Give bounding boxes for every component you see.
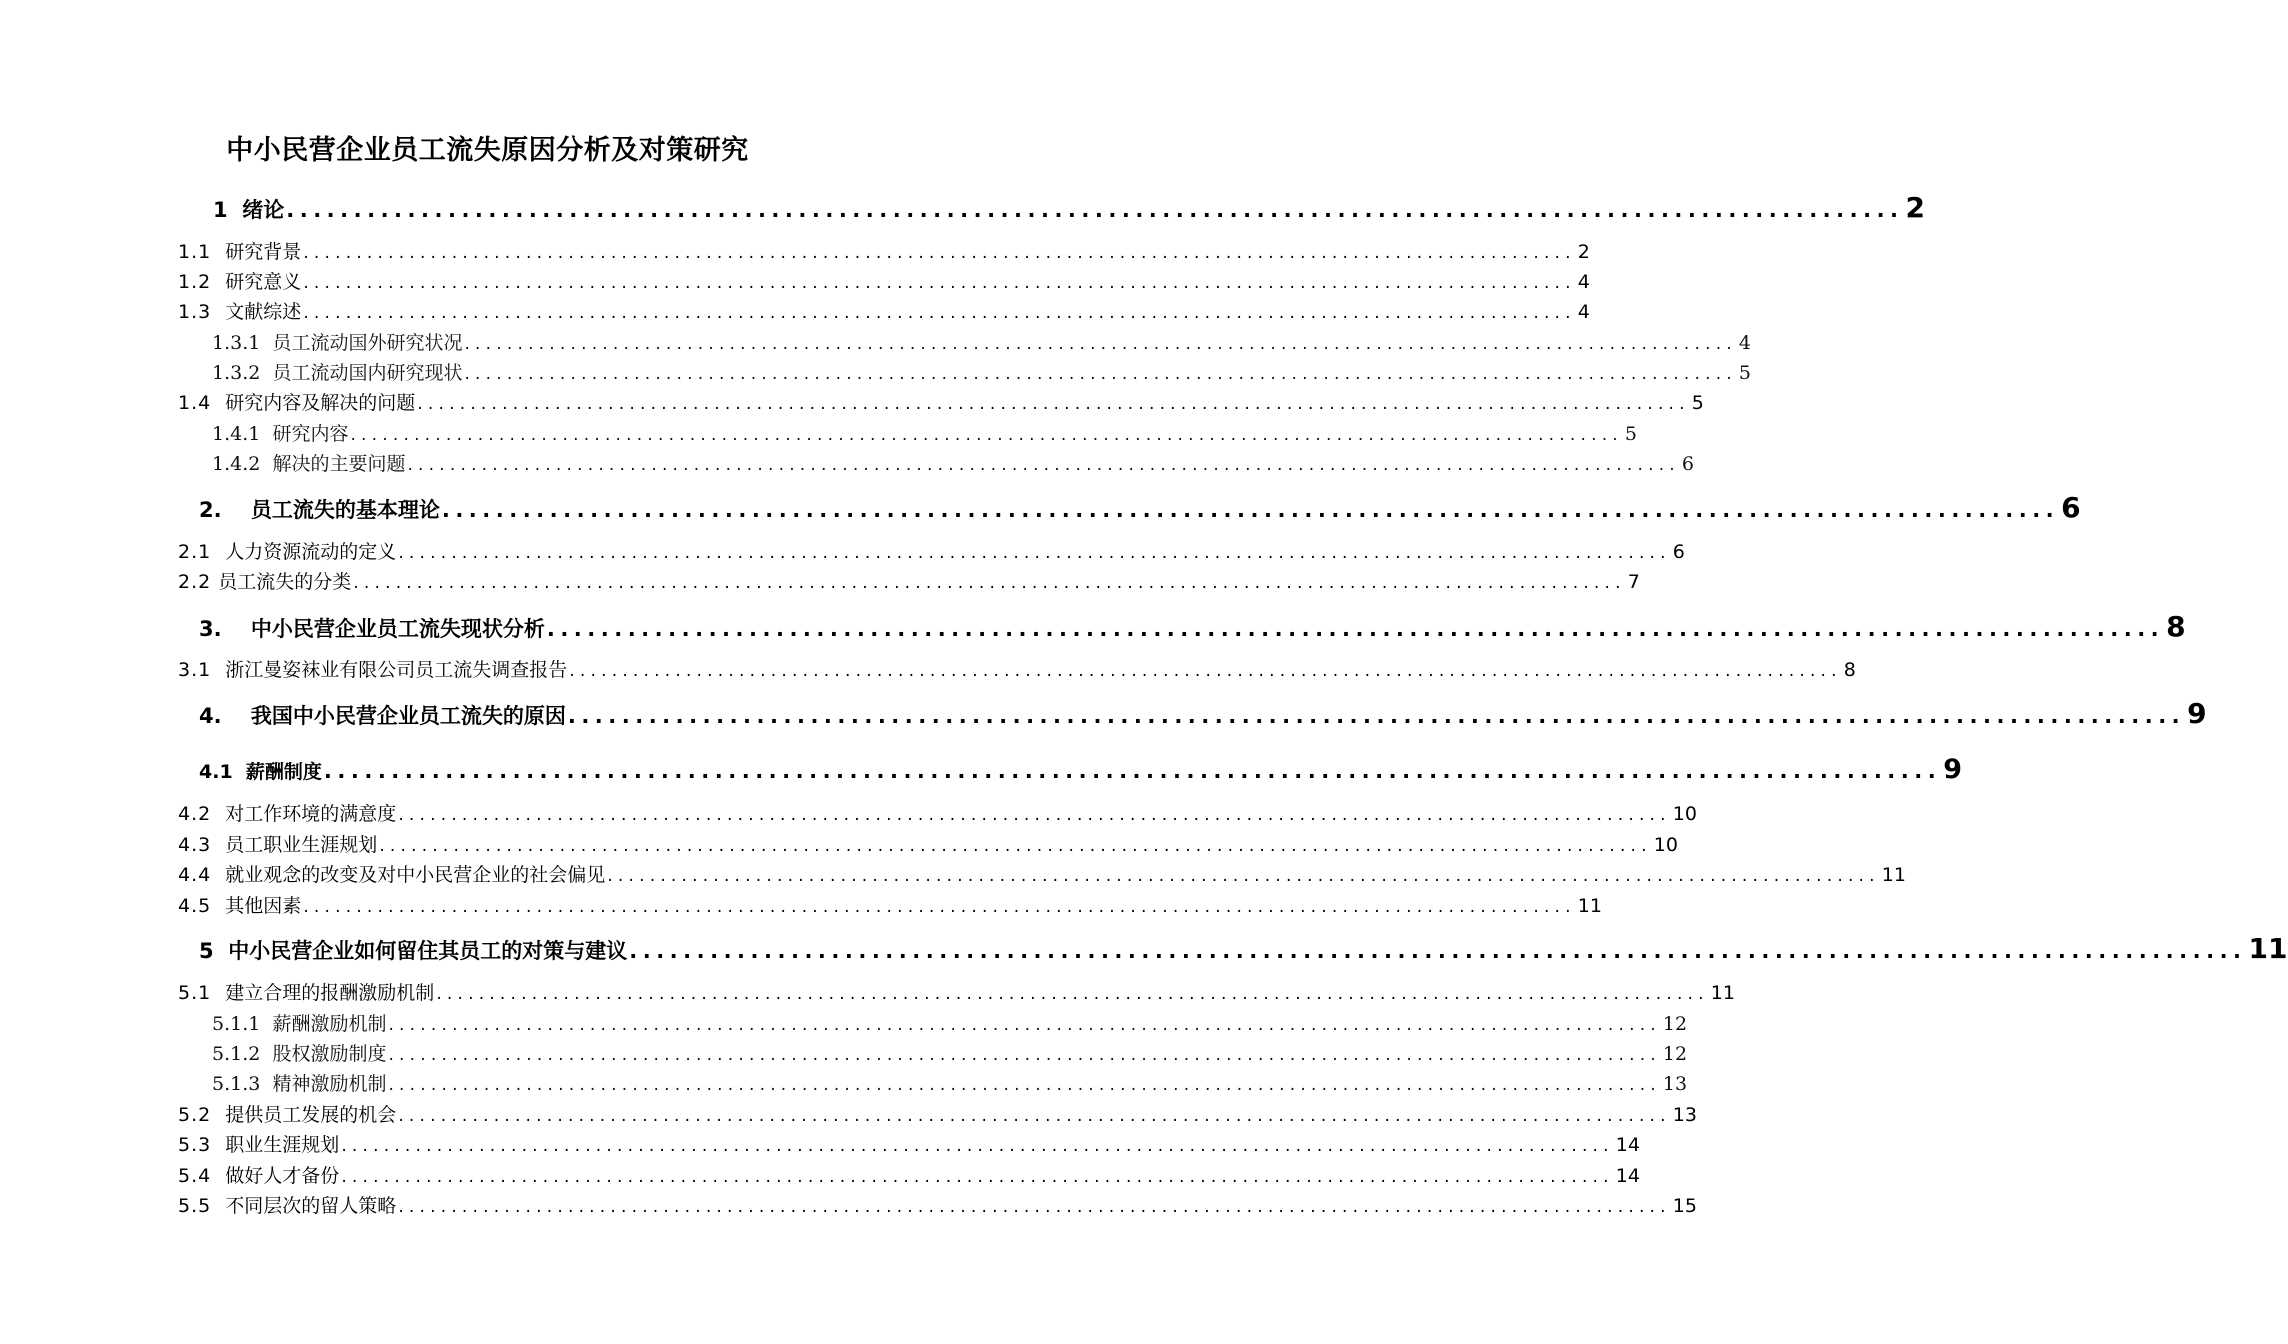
toc-entry-number: 1.3	[178, 301, 226, 323]
toc-leader-dots: ........................................................................................................................	[353, 573, 1626, 593]
toc-entry-page-number: 14	[1615, 1134, 1640, 1156]
toc-entry[interactable]	[212, 450, 1695, 478]
toc-entry-page-number: 2	[1577, 241, 1590, 263]
toc-leader-dots: ........................................................................................................................	[398, 805, 1671, 825]
toc-entry-label: 浙江曼姿袜业有限公司员工流失调查报告	[225, 659, 568, 681]
toc-entry-page-number: 12	[1662, 1013, 1688, 1035]
toc-entry-page-number: 6	[2061, 491, 2081, 524]
toc-leader-dots: ........................................................................................................................	[567, 704, 2186, 728]
toc-entry[interactable]	[178, 831, 1678, 859]
toc-entry-label: 员工流动国内研究现状	[272, 362, 463, 384]
toc-entry-page-number: 10	[1672, 803, 1697, 825]
toc-entry[interactable]	[199, 697, 2207, 730]
toc-entry-label: 员工职业生涯规划	[225, 834, 378, 856]
toc-entry-number: 2.1	[178, 541, 226, 563]
toc-entry-page-number: 11	[1710, 982, 1735, 1004]
toc-leader-dots: ........................................................................................................................	[569, 661, 1842, 681]
toc-entry[interactable]	[199, 491, 2081, 524]
toc-entry-page-number: 11	[1577, 895, 1602, 917]
toc-leader-dots: ........................................................................................................................	[464, 334, 1737, 354]
toc-entry[interactable]	[212, 359, 1752, 387]
toc-entry-page-number: 8	[2166, 610, 2186, 643]
toc-entry-number: 4.4	[178, 864, 226, 886]
toc-entry-number: 4.	[199, 704, 251, 728]
toc-entry-page-number: 9	[2187, 697, 2207, 730]
toc-entry[interactable]	[212, 1040, 1688, 1068]
toc-leader-dots: ........................................................................................................................	[398, 543, 1671, 563]
toc-leader-dots: ........................................................................................................................	[607, 866, 1880, 886]
toc-entry-label: 研究背景	[225, 241, 302, 263]
toc-entry-label: 绪论	[242, 198, 285, 222]
toc-entry-number: 1	[213, 198, 243, 222]
toc-entry-page-number: 5	[1738, 362, 1752, 384]
toc-entry-number: 1.4.1	[212, 423, 273, 445]
toc-entry[interactable]	[212, 1010, 1688, 1038]
toc-leader-dots: ........................................................................................................................	[303, 243, 1576, 263]
toc-entry-number: 5.1.1	[212, 1013, 273, 1035]
toc-entry-label: 研究内容	[272, 423, 349, 445]
toc-entry-number: 5.1	[178, 982, 226, 1004]
toc-leader-dots: ........................................................................................................................	[341, 1136, 1614, 1156]
toc-entry[interactable]	[178, 861, 1906, 889]
toc-entry[interactable]	[178, 268, 1590, 296]
toc-leader-dots: ........................................................................................................................	[441, 498, 2060, 522]
toc-leader-dots: ........................................................................................................................	[388, 1075, 1661, 1095]
toc-entry[interactable]	[199, 754, 1963, 785]
toc-entry-label: 股权激励制度	[272, 1043, 387, 1065]
toc-entry[interactable]	[178, 656, 1856, 684]
toc-entry-number: 1.2	[178, 271, 226, 293]
toc-entry-page-number: 6	[1672, 541, 1685, 563]
toc-entry-page-number: 13	[1662, 1073, 1688, 1095]
toc-leader-dots: ........................................................................................................................	[546, 617, 2165, 641]
toc-leader-dots: ........................................................................................................................	[398, 1197, 1671, 1217]
toc-entry-label: 薪酬激励机制	[272, 1013, 387, 1035]
toc-leader-dots: ........................................................................................................................	[464, 364, 1737, 384]
toc-entry-number: 2.2	[178, 571, 219, 593]
toc-entry-number: 4.5	[178, 895, 226, 917]
toc-entry-label: 就业观念的改变及对中小民营企业的社会偏见	[225, 864, 606, 886]
toc-entry-label: 提供员工发展的机会	[225, 1104, 397, 1126]
toc-leader-dots: ........................................................................................................................	[436, 984, 1709, 1004]
toc-leader-dots: ........................................................................................................................	[323, 759, 1942, 783]
toc-entry[interactable]	[178, 298, 1590, 326]
toc-entry-page-number: 4	[1577, 271, 1590, 293]
toc-entry-page-number: 7	[1627, 571, 1640, 593]
toc-entry-page-number: 6	[1681, 453, 1695, 475]
toc-leader-dots: ........................................................................................................................	[341, 1167, 1614, 1187]
toc-entry[interactable]	[213, 191, 1926, 224]
toc-leader-dots: ........................................................................................................................	[379, 836, 1652, 856]
toc-entry-number: 5	[199, 939, 229, 963]
toc-entry-number: 5.2	[178, 1104, 226, 1126]
toc-entry-number: 5.1.3	[212, 1073, 273, 1095]
toc-leader-dots: ........................................................................................................................	[388, 1015, 1661, 1035]
toc-entry-page-number: 5	[1624, 423, 1638, 445]
toc-entry-label: 精神激励机制	[272, 1073, 387, 1095]
toc-entry-page-number: 12	[1662, 1043, 1688, 1065]
toc-entry-label: 中小民营企业员工流失现状分析	[250, 617, 545, 641]
toc-entry-label: 建立合理的报酬激励机制	[225, 982, 435, 1004]
document-title: 中小民营企业员工流失原因分析及对策研究	[226, 135, 749, 166]
toc-entry[interactable]	[178, 1101, 1697, 1129]
toc-entry-page-number: 15	[1672, 1195, 1697, 1217]
toc-entry[interactable]	[178, 1131, 1640, 1159]
toc-entry[interactable]	[199, 932, 2288, 965]
toc-entry[interactable]	[212, 329, 1752, 357]
toc-entry[interactable]	[178, 389, 1704, 417]
toc-entry-number: 1.3.1	[212, 332, 273, 354]
toc-entry[interactable]	[178, 1192, 1697, 1220]
toc-entry[interactable]	[178, 538, 1685, 566]
toc-leader-dots: ........................................................................................................................	[286, 198, 1904, 222]
toc-entry-page-number: 11	[1881, 864, 1906, 886]
toc-entry-page-number: 4	[1738, 332, 1752, 354]
toc-entry-label: 员工流动国外研究状况	[272, 332, 463, 354]
toc-entry-label: 做好人才备份	[225, 1165, 340, 1187]
toc-leader-dots: ........................................................................................................................	[407, 455, 1680, 475]
toc-entry-label: 员工流失的分类	[218, 571, 352, 593]
toc-entry-number: 5.1.2	[212, 1043, 273, 1065]
toc-entry[interactable]	[178, 892, 1602, 920]
toc-entry-label: 文献综述	[225, 301, 302, 323]
toc-entry-number: 3.	[199, 617, 251, 641]
toc-entry-label: 其他因素	[225, 895, 302, 917]
toc-entry-page-number: 14	[1615, 1165, 1640, 1187]
toc-entry[interactable]	[178, 979, 1735, 1007]
toc-entry-number: 3.1	[178, 659, 226, 681]
toc-entry-page-number: 13	[1672, 1104, 1697, 1126]
toc-entry[interactable]	[178, 568, 1640, 596]
toc-leader-dots: ........................................................................................................................	[417, 394, 1690, 414]
toc-leader-dots: ........................................................................................................................	[303, 897, 1576, 917]
toc-entry-number: 4.3	[178, 834, 226, 856]
toc-entry-label: 中小民营企业如何留住其员工的对策与建议	[228, 939, 628, 963]
toc-entry-page-number: 9	[1943, 754, 1963, 785]
toc-entry[interactable]	[178, 1162, 1640, 1190]
toc-entry-label: 研究内容及解决的问题	[225, 392, 416, 414]
toc-entry-number: 5.4	[178, 1165, 226, 1187]
toc-entry-number: 1.3.2	[212, 362, 273, 384]
toc-leader-dots: ........................................................................................................................	[388, 1045, 1661, 1065]
toc-entry-number: 1.4.2	[212, 453, 273, 475]
toc-entry-number: 4.1	[199, 761, 246, 783]
toc-entry-label: 解决的主要问题	[272, 453, 406, 475]
toc-entry[interactable]	[178, 800, 1697, 828]
toc-entry-label: 职业生涯规划	[225, 1134, 340, 1156]
toc-entry-number: 5.5	[178, 1195, 226, 1217]
toc-entry-label: 员工流失的基本理论	[250, 498, 440, 522]
toc-leader-dots: ........................................................................................................................	[303, 273, 1576, 293]
toc-entry-number: 1.1	[178, 241, 226, 263]
toc-entry[interactable]	[199, 610, 2186, 643]
toc-entry-page-number: 10	[1653, 834, 1678, 856]
toc-leader-dots: ........................................................................................................................	[398, 1106, 1671, 1126]
toc-entry-label: 我国中小民营企业员工流失的原因	[250, 704, 566, 728]
toc-entry-number: 5.3	[178, 1134, 226, 1156]
toc-entry-label: 薪酬制度	[245, 761, 322, 783]
toc-entry-label: 人力资源流动的定义	[225, 541, 397, 563]
toc-entry[interactable]	[212, 420, 1638, 448]
toc-entry-page-number: 5	[1691, 392, 1704, 414]
toc-entry-number: 2.	[199, 498, 251, 522]
toc-entry-number: 4.2	[178, 803, 226, 825]
toc-entry-number: 1.4	[178, 392, 226, 414]
toc-entry-page-number: 8	[1843, 659, 1856, 681]
toc-entry-page-number: 2	[1905, 191, 1926, 224]
toc-entry-label: 研究意义	[225, 271, 302, 293]
toc-entry[interactable]	[212, 1070, 1688, 1098]
toc-entry-page-number: 4	[1577, 301, 1590, 323]
toc-leader-dots: ........................................................................................................................	[350, 425, 1623, 445]
toc-leader-dots: ........................................................................................................................	[629, 939, 2247, 963]
toc-entry-label: 对工作环境的满意度	[225, 803, 397, 825]
toc-entry[interactable]	[178, 238, 1590, 266]
toc-entry-label: 不同层次的留人策略	[225, 1195, 397, 1217]
toc-leader-dots: ........................................................................................................................	[303, 303, 1576, 323]
toc-entry-page-number: 11	[2248, 932, 2288, 965]
